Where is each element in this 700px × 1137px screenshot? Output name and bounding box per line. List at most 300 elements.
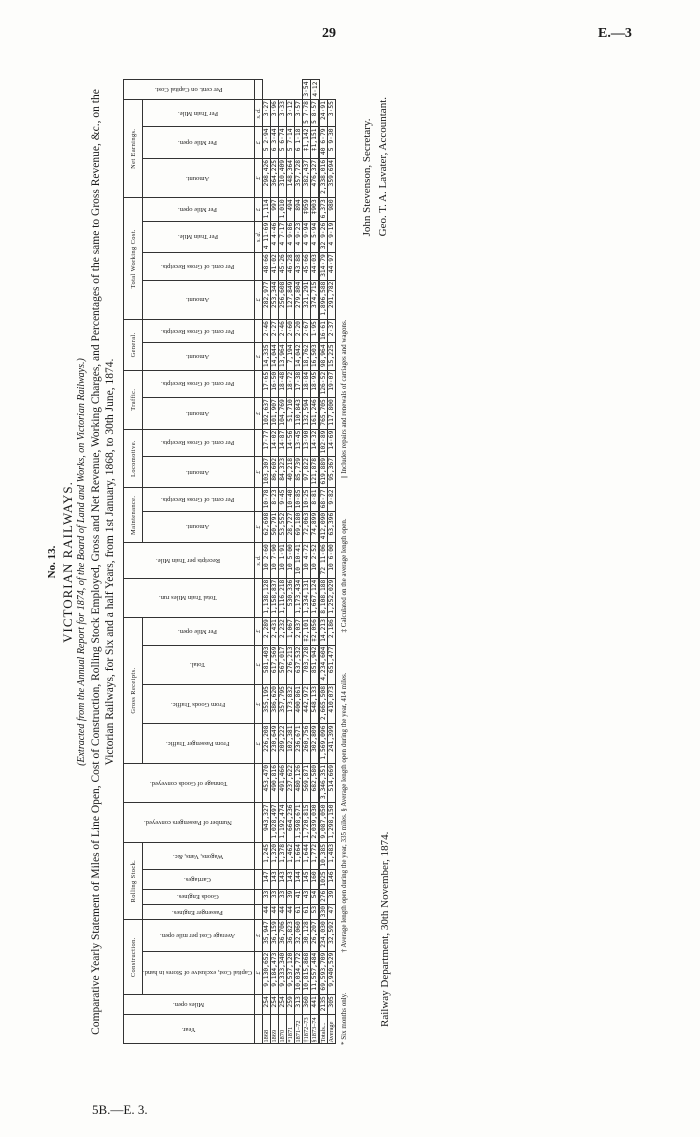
value-cell: 530,336 xyxy=(287,578,295,617)
value-cell: 276,213 xyxy=(287,645,295,684)
value-cell: 10 10·41 xyxy=(295,543,303,578)
value-cell: 2135 xyxy=(319,995,328,1014)
value-cell: 374,715 xyxy=(311,280,320,319)
col-wagons: Wagons, Vans, &c. xyxy=(143,842,255,869)
unit-cell: £ xyxy=(255,198,263,221)
value-cell: 1·95 xyxy=(311,320,320,343)
value-cell: 9·82 xyxy=(328,488,336,511)
value-cell: 32,592 xyxy=(328,920,336,951)
value-cell: 5 9·30 xyxy=(328,127,336,158)
value-cell: 11,557,484 xyxy=(311,951,320,995)
value-cell: 291,782 xyxy=(328,280,336,319)
page-number: 29 xyxy=(322,26,336,41)
value-cell: 10 6·00 xyxy=(328,543,336,578)
value-cell: 254 xyxy=(279,995,287,1014)
value-cell: 1,598,671 xyxy=(295,803,303,842)
group-general: General. xyxy=(124,320,143,371)
value-cell: 9,130,652 xyxy=(263,951,271,995)
value-cell: 160 xyxy=(311,870,320,889)
value-cell: 10 7·90 xyxy=(271,543,279,578)
signatories xyxy=(360,97,391,236)
value-cell: 7,194 xyxy=(287,343,295,370)
value-cell: 102·89 xyxy=(319,429,328,456)
value-cell: 44 xyxy=(263,904,271,919)
value-cell: 74,899 xyxy=(311,511,320,542)
value-cell: 144 xyxy=(295,870,303,889)
value-cell: 3,346,351 xyxy=(319,763,328,802)
value-cell: 10,815,868 xyxy=(303,951,311,995)
value-cell: 53,552 xyxy=(279,511,287,542)
value-cell: 147 xyxy=(263,870,271,889)
col-goods-engines: Goods Engines. xyxy=(143,889,255,904)
value-cell: 259 xyxy=(287,995,295,1014)
unit-cell: £ xyxy=(255,618,263,645)
value-cell: 44·03 xyxy=(311,253,320,280)
value-cell: 4 4·46 xyxy=(271,221,279,252)
value-cell: 313 xyxy=(295,995,303,1014)
value-cell: 279,804 xyxy=(295,280,303,319)
value-cell: 10·25 xyxy=(303,488,311,511)
col-net-amount: Amount. xyxy=(143,158,255,197)
value-cell: 3·57 xyxy=(295,100,303,127)
unit-cell: £ xyxy=(255,456,263,487)
value-cell: 4,234,604 xyxy=(319,645,328,684)
value-cell: 355,195 xyxy=(263,685,271,724)
value-cell: 254 xyxy=(263,995,271,1014)
value-cell: 1,158,837 xyxy=(271,578,279,617)
value-cell: 8·23 xyxy=(271,488,279,511)
value-cell: 143 xyxy=(271,870,279,889)
col-miles-open: Miles open. xyxy=(124,995,255,1014)
value-cell: 3·54 xyxy=(303,80,311,100)
unit-cell: £ xyxy=(255,398,263,429)
value-cell: 97,822 xyxy=(303,456,311,487)
value-cell: 619,889 xyxy=(319,456,328,487)
value-cell: 256,608 xyxy=(279,280,287,319)
value-cell: 302,809 xyxy=(311,724,320,763)
col-passengers: Number of Passengers conveyed. xyxy=(124,803,255,842)
value-cell: 2,665,508 xyxy=(319,685,328,724)
col-traffic-amount: Amount. xyxy=(143,398,255,429)
col-passenger-engines: Passenger Engines. xyxy=(143,904,255,919)
value-cell: 637,532 xyxy=(295,645,303,684)
value-cell: 36,706 xyxy=(279,920,287,951)
value-cell: 234,030 xyxy=(319,920,328,951)
unit-cell: £ xyxy=(255,920,263,951)
value-cell: 48·66 xyxy=(263,253,271,280)
value-cell: 2,232 xyxy=(279,618,287,645)
value-cell: 2·46 xyxy=(279,320,287,343)
value-cell: 95,367 xyxy=(328,456,336,487)
value-cell: 103,307 xyxy=(263,456,271,487)
value-cell: ‡1,142 xyxy=(303,127,311,158)
group-maintenance: Maintenance. xyxy=(124,488,143,543)
value-cell: 442,972 xyxy=(303,685,311,724)
value-cell: 53 xyxy=(311,904,320,919)
value-cell: 39 xyxy=(287,889,295,904)
value-cell: 14·69 xyxy=(328,429,336,456)
value-cell: 276 xyxy=(319,889,328,904)
value-cell: 548,133 xyxy=(311,685,320,724)
year-cell: *1871 xyxy=(287,1014,295,1044)
value-cell: 14·32 xyxy=(311,429,320,456)
value-cell: 62,698 xyxy=(263,511,271,542)
group-working-cost: Total Working Cost. xyxy=(124,198,143,320)
col-gross-per-mile: Per Mile open. xyxy=(143,618,255,645)
value-cell: 1,483 xyxy=(328,842,336,869)
value-cell: 4 5·94 xyxy=(311,221,320,252)
value-cell: 72,063 xyxy=(303,511,311,542)
value-cell: 6 1·18 xyxy=(295,127,303,158)
value-cell: ‡2,056 xyxy=(311,618,320,645)
value-cell: 84,323 xyxy=(279,456,287,487)
value-cell: 1,067 xyxy=(287,618,295,645)
value-cell: 143 xyxy=(287,870,295,889)
value-cell: 15,225 xyxy=(328,343,336,370)
value-cell: 412,090 xyxy=(319,511,328,542)
footnote: † Average length open during the year, 335 miles. § Average length open during the year, 414 miles. xyxy=(340,672,349,953)
table-row xyxy=(271,80,279,1044)
col-loco-amount: Amount. xyxy=(143,456,255,487)
footer-reference: 5B.—E. 3. xyxy=(92,1102,148,1117)
value-cell: 2·60 xyxy=(287,320,295,343)
unit-cell: s. d. xyxy=(255,100,263,127)
value-cell: 10 2·52 xyxy=(311,543,320,578)
unit-cell: £ xyxy=(255,127,263,158)
value-cell: 14·02 xyxy=(271,429,279,456)
value-cell: 47 xyxy=(328,904,336,919)
value-cell: 4 11·69 xyxy=(263,221,271,252)
value-cell: 61 xyxy=(295,904,303,919)
year-cell: 1869 xyxy=(271,1014,279,1044)
unit-cell: £ xyxy=(255,645,263,684)
value-cell: 480,126 xyxy=(295,763,303,802)
value-cell: 18·72 xyxy=(287,370,295,397)
footnote: ‡ Calculated on the average length open. xyxy=(340,518,349,633)
value-cell: 10,385 xyxy=(319,842,328,869)
value-cell: 1,173,434 xyxy=(295,578,303,617)
unit-cell: £ xyxy=(255,343,263,370)
col-maint-amount: Amount. xyxy=(143,511,255,542)
value-cell: 1,298,150 xyxy=(328,803,336,842)
value-cell: 617,569 xyxy=(271,645,279,684)
group-construction: Construction. xyxy=(124,920,143,995)
unit-cell xyxy=(255,578,263,617)
value-cell: 1,772 xyxy=(311,842,320,869)
value-cell: 2·37 xyxy=(328,320,336,343)
value-cell: 4 7·17 xyxy=(279,221,287,252)
value-cell: 146 xyxy=(328,870,336,889)
unit-cell: s. d. xyxy=(255,543,263,578)
value-cell: 980 xyxy=(328,198,336,221)
year-cell: 1870 xyxy=(279,1014,287,1044)
value-cell: 2,039,030 xyxy=(311,803,320,842)
value-cell: 943,327 xyxy=(263,803,271,842)
value-cell: 2,037 xyxy=(295,618,303,645)
value-cell: 69,593,709 xyxy=(319,951,328,995)
value-cell: 10·85 xyxy=(295,488,303,511)
unit-cell xyxy=(255,488,263,511)
col-from-passenger: From Passenger Traffic. xyxy=(143,724,255,763)
value-cell: 14,335 xyxy=(263,343,271,370)
value-cell: 9,087,050 xyxy=(319,803,328,842)
table-row xyxy=(263,80,271,1044)
value-cell: 664,236 xyxy=(287,803,295,842)
value-cell: 2,338,016 xyxy=(319,158,328,197)
value-cell: 98,964 xyxy=(319,343,328,370)
unit-cell xyxy=(255,320,263,343)
table-row xyxy=(279,80,287,1044)
col-pct-capital: Per cent. on Capital Cost. xyxy=(124,80,255,100)
value-cell: 237,622 xyxy=(287,763,295,802)
value-cell: 17·65 xyxy=(263,370,271,397)
value-cell: 282,977 xyxy=(263,280,271,319)
value-cell: 241,399 xyxy=(328,724,336,763)
value-cell: 298,426 xyxy=(263,158,271,197)
value-cell: 6,373 xyxy=(319,198,328,221)
year-cell: 1868 xyxy=(263,1014,271,1044)
value-cell: 117,800 xyxy=(328,398,336,429)
group-traffic: Traffic. xyxy=(124,370,143,429)
value-cell: 13,964 xyxy=(279,343,287,370)
value-cell: 3·12 xyxy=(287,100,295,127)
value-cell: 50,791 xyxy=(271,511,279,542)
col-working-per-train: Per Train Mile. xyxy=(143,221,255,252)
value-cell: 69,180 xyxy=(295,511,303,542)
value-cell: 382,437 xyxy=(303,158,311,197)
value-cell: 703,728 xyxy=(303,645,311,684)
value-cell: 1025 xyxy=(319,870,328,889)
unit-cell xyxy=(255,803,263,842)
footnote: * Six months only. xyxy=(340,992,349,1045)
value-cell: 102,637 xyxy=(263,398,271,429)
table-row xyxy=(295,80,303,1044)
value-cell: 476,327 xyxy=(311,158,320,197)
value-cell: 1,116,218 xyxy=(279,578,287,617)
value-cell: 2,289 xyxy=(263,618,271,645)
unit-cell xyxy=(255,763,263,802)
value-cell: 43 xyxy=(303,889,311,904)
value-cell: 45·26 xyxy=(279,253,287,280)
value-cell: 9,940,529 xyxy=(328,951,336,995)
value-cell: 1,462 xyxy=(287,842,295,869)
value-cell: 18·95 xyxy=(311,370,320,397)
value-cell: 1,664 xyxy=(295,842,303,869)
value-cell: 410,073 xyxy=(328,685,336,724)
value-cell: 68·77 xyxy=(319,488,328,511)
value-cell: 18·48 xyxy=(279,370,287,397)
value-cell: 33 xyxy=(263,889,271,904)
value-cell: 102,381 xyxy=(287,724,295,763)
unit-cell xyxy=(255,253,263,280)
value-cell: 314·79 xyxy=(319,253,328,280)
footnotes xyxy=(340,79,348,1045)
col-tonnage: Tonnage of Goods conveyed. xyxy=(124,763,255,802)
value-cell: 110,843 xyxy=(295,398,303,429)
table-body xyxy=(255,80,336,1044)
value-cell: 32,060 xyxy=(295,920,303,951)
signature-block xyxy=(360,97,391,1027)
value-cell: 569,871 xyxy=(303,763,311,802)
unit-cell xyxy=(255,842,263,869)
value-cell: 16·50 xyxy=(271,370,279,397)
value-cell: 26,207 xyxy=(311,920,320,951)
value-cell: 1,334,131 xyxy=(303,578,311,617)
value-cell: 121,878 xyxy=(311,456,320,487)
unit-cell xyxy=(255,429,263,456)
value-cell: 33 xyxy=(279,889,287,904)
unit-cell: £ xyxy=(255,951,263,995)
col-from-goods: From Goods Traffic. xyxy=(143,685,255,724)
value-cell: 127,849 xyxy=(287,280,295,319)
value-cell: 51,710 xyxy=(287,398,295,429)
value-cell: 2·27 xyxy=(271,320,279,343)
extract-note: (Extracted from the Annual Report for 1874, of the Board of Land and Works, on Victorian Railways.) xyxy=(76,358,87,766)
value-cell: 491,466 xyxy=(279,763,287,802)
value-cell: 61 xyxy=(303,904,311,919)
value-cell: 41 xyxy=(295,889,303,904)
col-gross-total: Total. xyxy=(143,645,255,684)
unit-cell: £ xyxy=(255,280,263,319)
value-cell: 4·12 xyxy=(311,80,320,100)
value-cell: 226,208 xyxy=(263,724,271,763)
value-cell: 253,344 xyxy=(271,280,279,319)
value-cell: 13·90 xyxy=(303,429,311,456)
value-cell: 143 xyxy=(279,870,287,889)
value-cell: 5 7·14 xyxy=(287,127,295,158)
unit-cell: £ xyxy=(255,724,263,763)
value-cell: 1,028,497 xyxy=(271,803,279,842)
value-cell: 35,947 xyxy=(263,920,271,951)
value-cell: 9,537,120 xyxy=(287,951,295,995)
value-cell: 5 2·94 xyxy=(263,127,271,158)
value-cell: 209,222 xyxy=(279,724,287,763)
value-cell: ‡903 xyxy=(311,198,320,221)
value-cell: 4 9·23 xyxy=(295,221,303,252)
unit-cell: £ xyxy=(255,158,263,197)
value-cell: 14,213 xyxy=(319,618,328,645)
value-cell: 43·88 xyxy=(295,253,303,280)
value-cell: 364,225 xyxy=(271,158,279,197)
col-capital-cost: Capital Cost, exclusive of Stores in hand. xyxy=(143,951,255,995)
value-cell: 40,218 xyxy=(287,456,295,487)
value-cell: 3·27 xyxy=(263,100,271,127)
col-average-cost: Average Cost per mile open. xyxy=(143,920,255,951)
value-cell: 39 xyxy=(328,889,336,904)
col-general-pct: Per cent. of Gross Receipts. xyxy=(143,320,255,343)
unit-cell xyxy=(255,370,263,397)
value-cell: 45·66 xyxy=(303,253,311,280)
unit-cell xyxy=(255,889,263,904)
value-cell: 13·45 xyxy=(295,429,303,456)
report-header xyxy=(46,57,117,1067)
value-cell: 494 xyxy=(287,198,295,221)
value-cell: 254 xyxy=(271,995,279,1014)
value-cell: 260,756 xyxy=(303,724,311,763)
value-cell: 14·56 xyxy=(287,429,295,456)
value-cell: ‡959 xyxy=(303,198,311,221)
footnote: || Includes repairs and renewals of carriages and wagons. xyxy=(340,319,349,479)
table-row xyxy=(303,80,311,1044)
col-net-per-train: Per Train Mile. xyxy=(143,100,255,127)
group-locomotive: Locomotive. xyxy=(124,429,143,488)
value-cell: 357,728 xyxy=(295,158,303,197)
value-cell: 5 7·78 xyxy=(303,100,311,127)
value-cell: 1,896,588 xyxy=(319,280,328,319)
value-cell: 386,620 xyxy=(271,685,279,724)
col-working-amount: Amount. xyxy=(143,280,255,319)
value-cell: 173,832 xyxy=(287,685,295,724)
value-cell: 19·07 xyxy=(328,370,336,397)
rotated-report xyxy=(46,57,664,1067)
value-cell: 32 9·26 xyxy=(319,221,328,252)
place-date: Railway Department, 30th November, 1874. xyxy=(379,831,392,1027)
col-net-per-mile: Per Mile open. xyxy=(143,127,255,158)
value-cell: 44 xyxy=(271,904,279,919)
value-cell: 44 xyxy=(287,904,295,919)
value-cell: 8·81 xyxy=(311,488,320,511)
col-receipts-train-mile: Receipts per Train Mile. xyxy=(124,543,255,578)
page-reference: E.—3 xyxy=(598,26,632,41)
value-cell: 2,431 xyxy=(271,618,279,645)
year-cell: Totals... xyxy=(319,1014,328,1044)
value-cell: 16,503 xyxy=(311,343,320,370)
value-cell: 581,403 xyxy=(263,645,271,684)
value-cell: 360 xyxy=(303,995,311,1014)
unit-cell xyxy=(255,904,263,919)
value-cell: 682,580 xyxy=(311,763,320,802)
value-cell: 1,667,124 xyxy=(311,578,320,617)
value-cell: 894 xyxy=(295,198,303,221)
col-traffic-pct: Per cent. of Gross Receipts. xyxy=(143,370,255,397)
table-row xyxy=(287,80,295,1044)
value-cell: 2,186 xyxy=(328,618,336,645)
unit-cell xyxy=(255,1014,263,1044)
signature-accountant: Geo. T. A. Lavater, Accountant. xyxy=(376,97,389,237)
value-cell: 2·46 xyxy=(263,320,271,343)
value-cell: 453,470 xyxy=(263,763,271,802)
value-cell: 28,727 xyxy=(287,511,295,542)
value-cell: 17·77 xyxy=(263,429,271,456)
value-cell: 40 6·79 xyxy=(319,127,328,158)
value-cell: 17·38 xyxy=(295,370,303,397)
value-cell: 3·33 xyxy=(279,100,287,127)
value-cell: 310,409 xyxy=(279,158,287,197)
group-net-earnings: Net Earnings. xyxy=(124,100,143,198)
unit-cell: £ xyxy=(255,685,263,724)
value-cell: 36,823 xyxy=(287,920,295,951)
value-cell: 321,291 xyxy=(303,280,311,319)
value-cell: 4 9·94 xyxy=(303,221,311,252)
value-cell: 357,795 xyxy=(279,685,287,724)
value-cell: 86,602 xyxy=(271,456,279,487)
value-cell: 18,762 xyxy=(303,343,311,370)
value-cell: 6 3·44 xyxy=(271,127,279,158)
table-row xyxy=(319,80,328,1044)
value-cell: 5 8·57 xyxy=(311,100,320,127)
unit-cell xyxy=(255,80,263,100)
value-cell: 10 5·00 xyxy=(287,543,295,578)
value-cell: ‡1,151 xyxy=(311,127,320,158)
year-cell: §1873–74 xyxy=(311,1014,320,1044)
value-cell: 3·96 xyxy=(271,100,279,127)
col-loco-pct: Per cent. of Gross Receipts. xyxy=(143,429,255,456)
value-cell: 400,861 xyxy=(295,685,303,724)
value-cell: 85,739 xyxy=(295,456,303,487)
col-working-per-mile: Per Mile open. xyxy=(143,198,255,221)
value-cell: 8,108,188 xyxy=(319,578,328,617)
col-train-miles: Total Train Miles run. xyxy=(124,578,255,617)
